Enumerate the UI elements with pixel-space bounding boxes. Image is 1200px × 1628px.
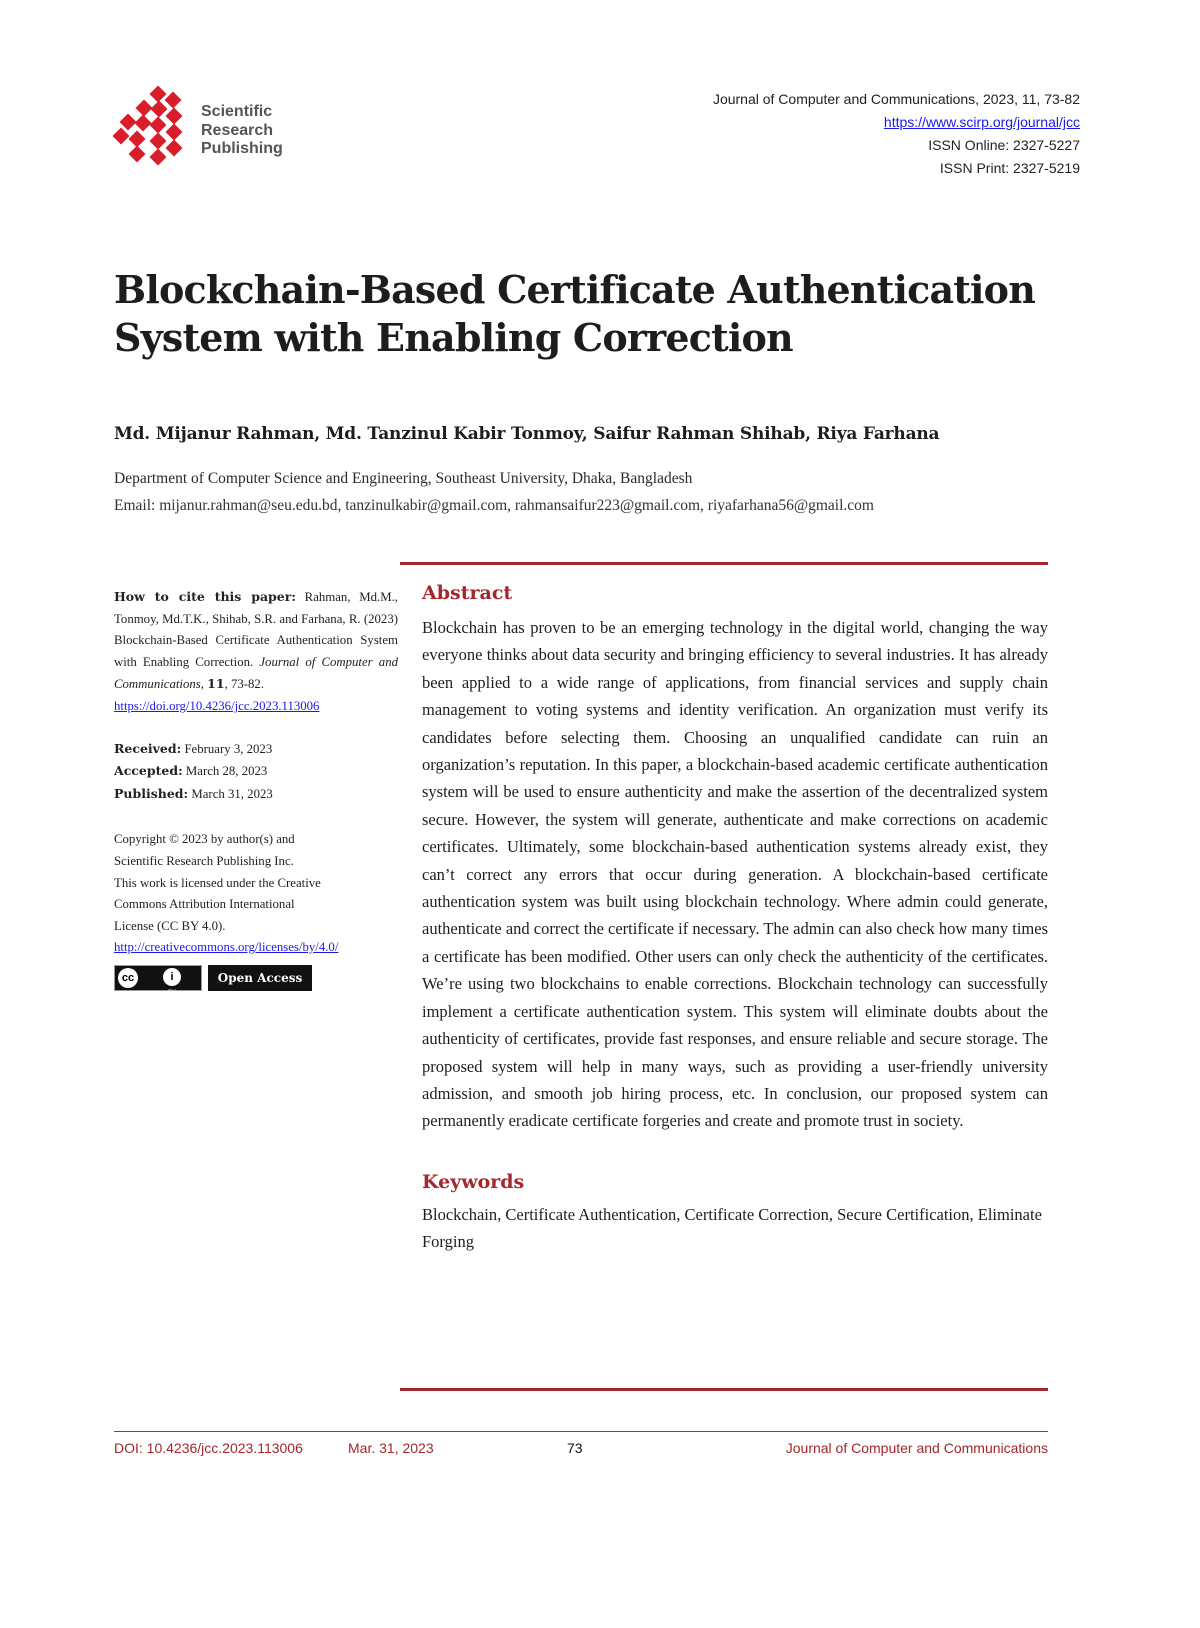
- accepted-date: March 28, 2023: [185, 764, 268, 779]
- by-label: BY: [167, 989, 176, 996]
- publisher-name: [201, 103, 283, 159]
- paper-title: [114, 266, 1074, 362]
- paper-title-line: System with Enabling Correction: [114, 315, 793, 360]
- abstract-bottom-rule: [400, 1388, 1048, 1391]
- accepted-label: Accepted:: [114, 763, 183, 779]
- cite-pages: , 73-82.: [224, 677, 265, 692]
- published-date: March 31, 2023: [191, 786, 273, 801]
- keywords-heading: Keywords: [422, 1170, 525, 1193]
- cite-doi-link[interactable]: https://doi.org/10.4236/jcc.2023.113006: [114, 698, 320, 713]
- copyright-line: Commons Attribution International: [114, 897, 295, 912]
- cc-icon: cc: [118, 968, 138, 988]
- copyright-line: License (CC BY 4.0).: [114, 918, 226, 933]
- published-label: Published:: [114, 785, 189, 801]
- cite-text: Rahman, Md.M., Tonmoy, Md.T.K., Shihab, S.R. and Farhana, R. (2023) Blockchain-Based Certificate Authentication System with Enabling Correction.: [114, 590, 398, 669]
- publisher-logo-icon: [112, 86, 198, 172]
- footer-doi: DOI: 10.4236/jcc.2023.113006: [114, 1440, 303, 1456]
- footer-journal-name: Journal of Computer and Communications: [785, 1440, 1048, 1456]
- footer-page-number: 73: [567, 1440, 583, 1456]
- footer-rule: [114, 1431, 1048, 1432]
- keywords-text: Blockchain, Certificate Authentication, Certificate Correction, Secure Certification, Eliminate Forging: [422, 1204, 1042, 1252]
- received-label: Received:: [114, 740, 182, 756]
- paper-title-line: Blockchain-Based Certificate Authentication: [114, 267, 1036, 312]
- abstract-text: Blockchain has proven to be an emerging technology in the digital world, changing the way everyone thinks about data security and bringing efficiency to several industries. It has already been applied to a wide range of applications, from financial services and supply chain management to voting systems and identity verification. An organization must verify its candidates before selecting them. Choosing an unqualified candidate can ruin an organization’s reputation. In this paper, a blockchain-based academic certificate authentication system will be used to ensure authenticity and make the assertion of the decentralized system secure. However, the system will generate, authenticate and make corrections on academic certificates. Ultimately, some blockchain-based authentication systems already exist, they can’t correct any errors that occur during generation. A blockchain-based certificate authentication system was built using blockchain technology. Where admin could generate, authenticate and correct the certificate if necessary. The admin can also check how many times a certificate has been modified. Other users can only check the authenticity of the certificates. We’re using two blockchains to enable corrections. Blockchain technology can successfully implement a certificate authentication system. This system will eliminate doubts about the authenticity of certificates, provide fast responses, and ensure reliable and secure storage. The proposed system will help in many ways, such as providing a user-friendly university admission, and smooth job hiring process, etc. In conclusion, our proposed system can permanently eradicate certificate forgeries and create and promote trust in society.: [422, 618, 1048, 1131]
- publisher-logo: [112, 86, 312, 176]
- publisher-name-line: Scientific: [201, 103, 273, 120]
- issn-online: ISSN Online: 2327-5227: [928, 137, 1080, 153]
- abstract-top-rule: [400, 562, 1048, 565]
- article-sidebar: [114, 586, 399, 996]
- article-dates: [114, 738, 398, 806]
- journal-url-link[interactable]: https://www.scirp.org/journal/jcc: [883, 114, 1080, 130]
- abstract-column: [422, 582, 1048, 1256]
- paper-affiliation: Department of Computer Science and Engineering, Southeast University, Dhaka, Bangladesh: [114, 470, 693, 487]
- issn-print: ISSN Print: 2327-5219: [939, 160, 1080, 176]
- journal-header: [713, 88, 1080, 180]
- copyright-line: This work is licensed under the Creative: [114, 875, 321, 890]
- journal-citation: Journal of Computer and Communications, 2023, 11, 73-82: [712, 91, 1080, 107]
- copyright-line: Copyright © 2023 by author(s) and: [114, 832, 295, 847]
- license-badges: [114, 965, 398, 996]
- copyright-block: [114, 829, 398, 959]
- received-date: February 3, 2023: [184, 741, 273, 756]
- license-link[interactable]: http://creativecommons.org/licenses/by/4.0/: [114, 940, 339, 955]
- paper-email: Email: mijanur.rahman@seu.edu.bd, tanzinulkabir@gmail.com, rahmansaifur223@gmail.com, riyafarhana56@gmail.com: [114, 497, 874, 514]
- publisher-name-line: Publishing: [201, 140, 283, 157]
- abstract-heading: Abstract: [422, 582, 513, 604]
- paper-authors: Md. Mijanur Rahman, Md. Tanzinul Kabir Tonmoy, Saifur Rahman Shihab, Riya Farhana: [114, 424, 940, 444]
- cite-label: How to cite this paper:: [114, 589, 296, 604]
- cc-by-badge[interactable]: [114, 965, 202, 996]
- cite-volume: 11: [207, 676, 225, 692]
- footer-date: Mar. 31, 2023: [348, 1440, 434, 1456]
- publisher-name-line: Research: [201, 121, 274, 139]
- copyright-line: Scientific Research Publishing Inc.: [114, 853, 294, 868]
- open-access-badge: Open Access: [208, 965, 312, 991]
- cite-journal: Journal of Computer and Communications: [114, 654, 399, 692]
- citation-block: How to cite this paper: Rahman, Md.M., Tonmoy, Md.T.K., Shihab, S.R. and Farhana, R. (2023) Blockchain-Based Certificate Authentication System with Enabling Correction. Journal of Computer and Communications, 11, 73-82. https://doi.org/10.4236/jcc.2023.113006: [114, 589, 399, 713]
- attribution-icon: i: [163, 968, 181, 986]
